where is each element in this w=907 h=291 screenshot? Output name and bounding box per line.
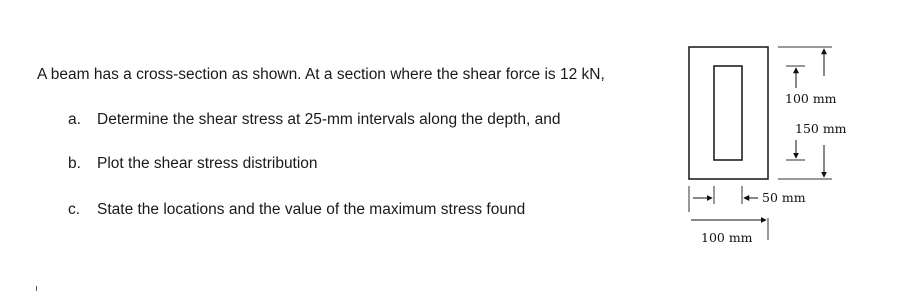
outer-width-dimension — [691, 218, 768, 245]
item-a-marker: a. — [68, 111, 81, 128]
item-b-marker: b. — [68, 155, 81, 172]
vertical-dimension — [778, 47, 847, 179]
wall-thickness-dimension — [689, 186, 806, 212]
item-a-text: Determine the shear stress at 25-mm intervals along the depth, and — [97, 111, 561, 128]
item-b-text: Plot the shear stress distribution — [97, 155, 318, 172]
problem-intro: A beam has a cross-section as shown. At a section where the shear force is 12 kN, — [37, 66, 605, 83]
beam-cross-section-figure — [680, 40, 847, 255]
outer-height-label: 100 mm — [785, 91, 837, 106]
item-c-text: State the locations and the value of the maximum stress found — [97, 201, 526, 218]
item-c-marker: c. — [68, 201, 81, 218]
inner-hollow-outline — [714, 66, 742, 160]
inner-height-label: 150 mm — [795, 121, 847, 136]
outer-width-label: 100 mm — [701, 230, 753, 245]
wall-thickness-label: 50 mm — [762, 190, 806, 205]
stray-mark — [36, 286, 37, 291]
